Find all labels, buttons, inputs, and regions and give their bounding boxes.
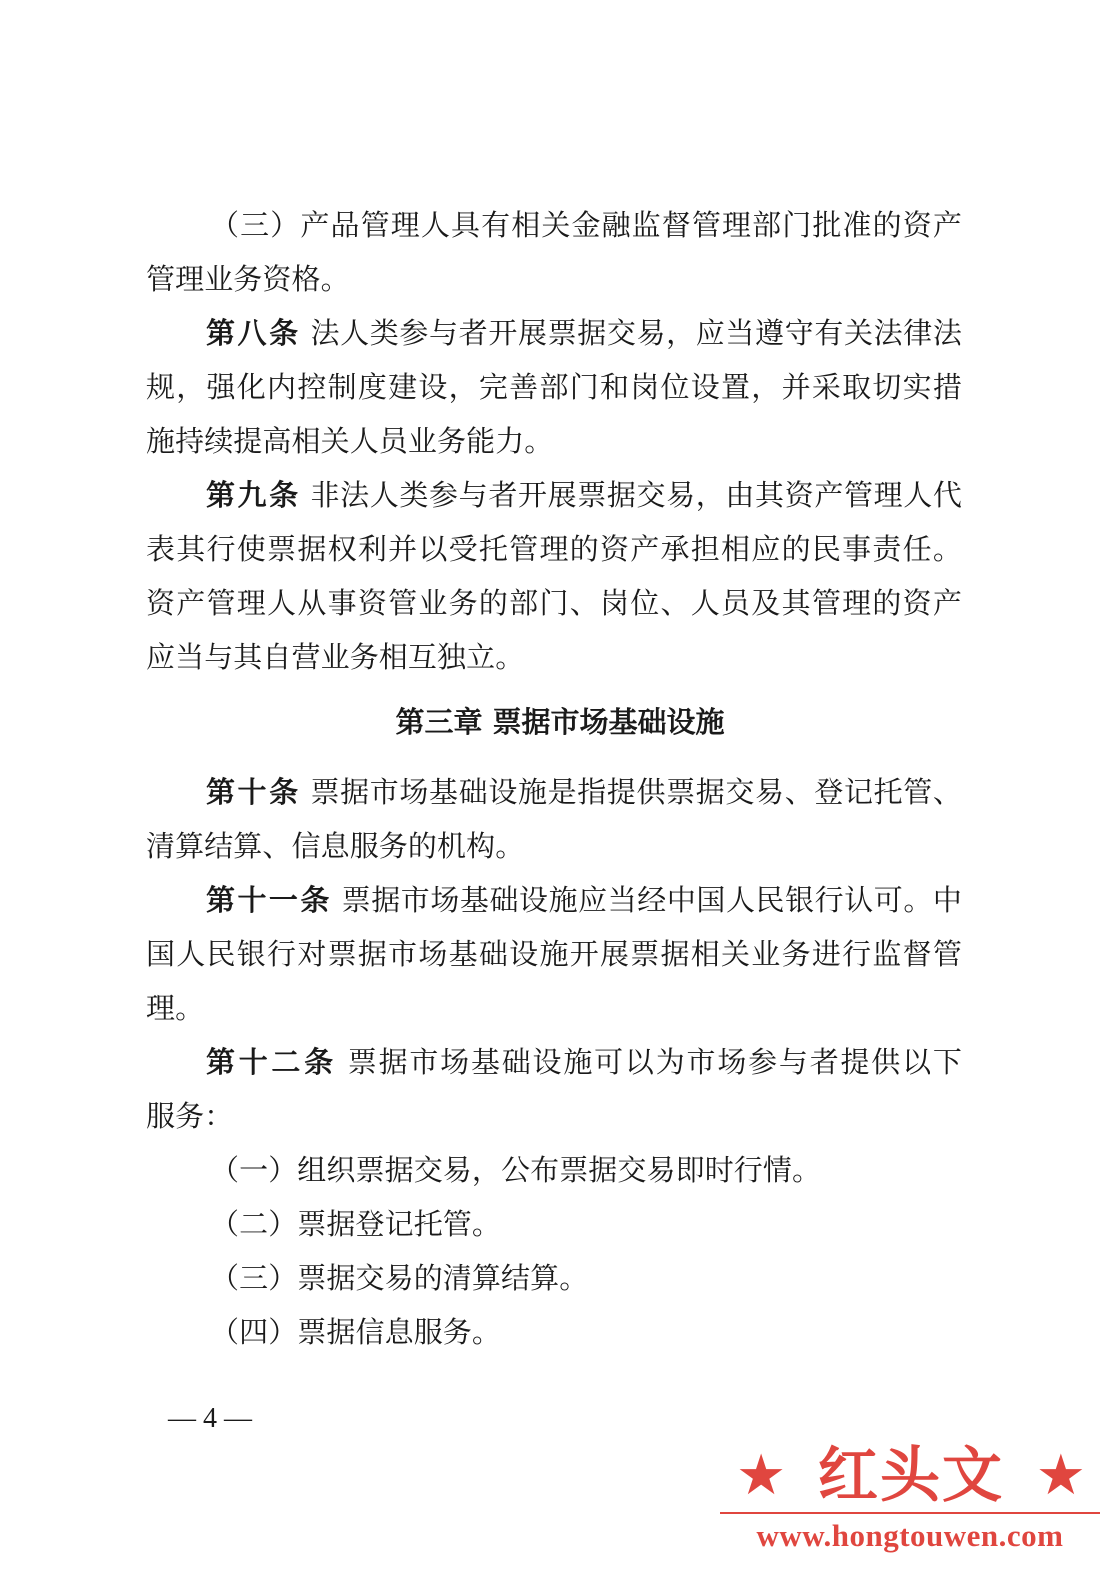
watermark-title: 红头文: [818, 1441, 1004, 1511]
article-9-title: 第九条: [206, 478, 301, 512]
watermark-divider: [720, 1512, 1100, 1514]
list-item: （一）组织票据交易，公布票据交易即时行情。: [210, 1153, 822, 1187]
article-8-text: 法人类参与者开展票据交易，应当遵守有关法律法: [310, 316, 962, 350]
page-number: — 4 —: [168, 1403, 252, 1434]
watermark: [736, 1438, 1086, 1558]
paragraph-line: 清算结算、信息服务的机构。: [146, 829, 525, 863]
watermark-title-row: [736, 1438, 1086, 1514]
paragraph-line: 服务：: [146, 1099, 234, 1133]
watermark-url: www.hongtouwen.com: [756, 1518, 1064, 1553]
list-item: （三）票据交易的清算结算。: [210, 1261, 589, 1295]
article-8-title: 第八条: [206, 316, 301, 350]
article-11-line-1: [206, 880, 962, 920]
article-12-text: 票据市场基础设施可以为市场参与者提供以下: [347, 1045, 962, 1079]
article-12-line-1: [206, 1042, 962, 1082]
article-9-text: 非法人类参与者开展票据交易，由其资产管理人代: [310, 478, 962, 512]
article-10-text: 票据市场基础设施是指提供票据交易、登记托管、: [310, 775, 962, 809]
star-icon: ★: [1035, 1443, 1086, 1508]
list-item: （四）票据信息服务。: [210, 1315, 502, 1349]
paragraph-line: （三）产品管理人具有相关金融监督管理部门批准的资产: [210, 208, 962, 242]
article-10-title: 第十条: [206, 775, 301, 809]
paragraph-line: 资产管理人从事资管业务的部门、岗位、人员及其管理的资产: [146, 586, 962, 620]
list-item: （二）票据登记托管。: [210, 1207, 502, 1241]
article-11-title: 第十一条: [206, 883, 332, 917]
article-8-line-1: [206, 313, 962, 353]
paragraph-line: 施持续提高相关人员业务能力。: [146, 424, 554, 458]
paragraph-line: 理。: [146, 991, 205, 1025]
paragraph-line: 管理业务资格。: [146, 262, 350, 296]
paragraph-line: 应当与其自营业务相互独立。: [146, 640, 525, 674]
paragraph-line: 国人民银行对票据市场基础设施开展票据相关业务进行监督管: [146, 937, 962, 971]
article-9-line-1: [206, 475, 962, 515]
star-icon: ★: [736, 1443, 787, 1508]
article-11-text: 票据市场基础设施应当经中国人民银行认可。中: [341, 883, 962, 917]
paragraph-line: 表其行使票据权利并以受托管理的资产承担相应的民事责任。: [146, 532, 962, 566]
article-12-title: 第十二条: [206, 1045, 337, 1079]
article-10-line-1: [206, 772, 962, 812]
chapter-heading: 第三章 票据市场基础设施: [395, 705, 725, 739]
paragraph-line: 规，强化内控制度建设，完善部门和岗位设置，并采取切实措: [146, 370, 962, 404]
